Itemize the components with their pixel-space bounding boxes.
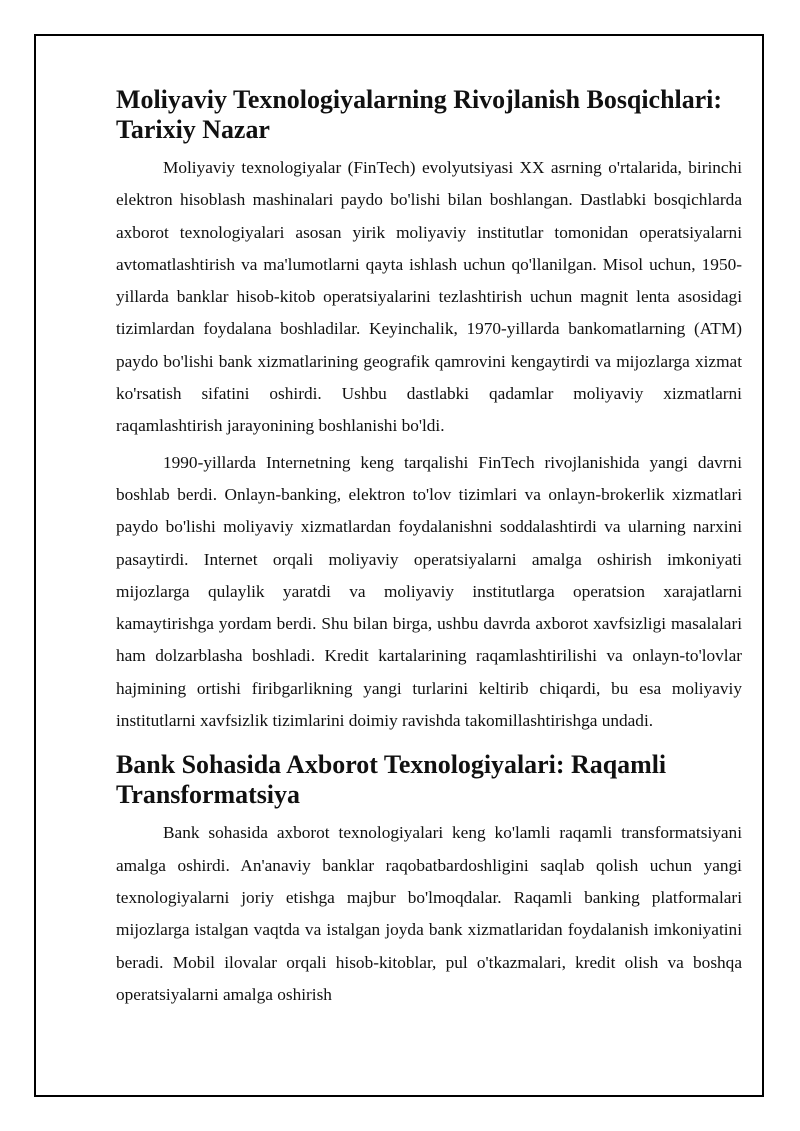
section-heading-fintech-history: Moliyaviy Texnologiyalarning Rivojlanish Bosqichlari: Tarixiy Nazar	[116, 85, 723, 144]
section-heading-banking-it: Bank Sohasida Axborot Texnologiyalari: Raqamli Transformatsiya	[116, 750, 667, 810]
paragraph-fintech-evolution: Moliyaviy texnologiyalar (FinTech) evolyutsiyasi XX asrning o'rtalarida, birinchi elektron hisoblash mashinalari paydo bo'lishi bilan boshlangan. Dastlabki bosqichlarda axborot texnologiyalari asosan yirik moliyaviy institutlar tomonidan operatsiyalarni avtomatlashtirish va ma'lumotlarni qayta ishlash uchun qo'llanilgan. Misol uchun, 1950-yillarda banklar hisob-kitob operatsiyalarini tezlashtirish uchun magnit lenta asosidagi tizimlardan foydalana boshladilar. Keyinchalik, 1970-yillarda bankomatlarning (ATM) paydo bo'lishi bank xizmatlarining geografik qamrovini kengaytirdi va mijozlarga xizmat ko'rsatish sifatini oshirdi. Ushbu dastlabki qadamlar moliyaviy xizmatlarni raqamlashtirish jarayonining boshlanishi bo'ldi.	[116, 158, 742, 436]
paragraph-digital-transformation: Bank sohasida axborot texnologiyalari keng ko'lamli raqamli transformatsiyani amalga oshirdi. An'anaviy banklar raqobatbardoshligini saqlab qolish uchun yangi texnologiyalarni joriy etishga majbur bo'lmoqdalar. Raqamli banking platformalari mijozlarga istalgan vaqtda va istalgan joyda bank xizmatlaridan foydalanish imkoniyatini beradi. Mobil ilovalar orqali hisob-kitoblar, pul o'tkazmalari, kredit olish va boshqa operatsiyalarni amalga oshirish	[116, 823, 742, 1004]
document-body	[116, 84, 742, 1011]
paragraph-internet-era: 1990-yillarda Internetning keng tarqalishi FinTech rivojlanishida yangi davrni boshlab berdi. Onlayn-banking, elektron to'lov tizimlari va onlayn-brokerlik xizmatlari paydo bo'lishi moliyaviy xizmatlardan foydalanishni soddalashtirdi va ularning narxini pasaytirdi. Internet orqali moliyaviy operatsiyalarni amalga oshirish imkoniyati mijozlarga qulaylik yaratdi va moliyaviy institutlarga operatsion xarajatlarni kamaytirishga yordam berdi. Shu bilan birga, ushbu davrda axborot xavfsizligi masalalari ham dolzarblasha boshladi. Kredit kartalarining raqamlashtirilishi va onlayn-to'lovlar hajmining ortishi firibgarlikning yangi turlarini keltirib chiqardi, bu esa moliyaviy institutlarni xavfsizlik tizimlarini doimiy ravishda takomillashtirishga undadi.	[116, 452, 742, 731]
